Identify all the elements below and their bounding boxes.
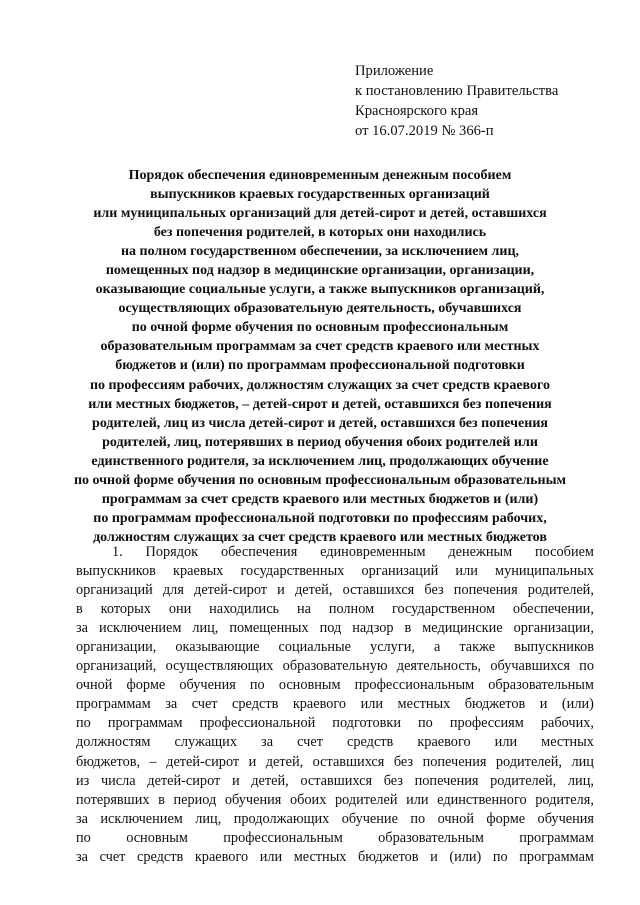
body-word: по — [492, 848, 508, 865]
body-word: подготовки — [332, 715, 401, 732]
appendix-line: Приложение — [355, 63, 434, 79]
body-word: родителей, — [527, 582, 594, 599]
body-word: попечения — [414, 772, 479, 789]
body-line — [76, 562, 594, 581]
body-word: программам — [107, 715, 183, 732]
body-word: период — [173, 791, 217, 808]
title-line: родителей, лиц из числа детей-сирот и детей, оставшихся без попечения — [92, 415, 548, 431]
body-line — [76, 848, 594, 867]
body-word: государственном — [392, 601, 496, 618]
body-line — [76, 638, 594, 657]
body-word: попечения — [422, 753, 487, 770]
body-word: без — [393, 753, 414, 770]
body-word: обучение — [341, 810, 398, 827]
title-line: без попечения родителей, в которых они находились — [153, 225, 487, 241]
body-word: по — [579, 658, 594, 675]
body-word: бюджетов — [464, 696, 526, 713]
title-line: или муниципальных организаций для детей-сирот и детей, оставшихся — [93, 206, 547, 222]
title-line: оказывающие социальные услуги, а также выпускников организаций, — [95, 282, 545, 298]
body-line — [76, 791, 594, 810]
title-line: должностям служащих за счет средств краевого или местных бюджетов — [93, 529, 547, 545]
body-word: также — [459, 639, 496, 656]
body-word: профессиональным — [354, 677, 475, 694]
body-word: или — [406, 791, 429, 808]
body-word: по — [249, 677, 265, 694]
title-line: по очной форме обучения по основным профессиональным — [131, 320, 509, 336]
title-line: помещенных под надзор в медицинские организации, организации, — [105, 263, 535, 279]
body-word: по — [418, 715, 433, 732]
body-line — [76, 543, 594, 562]
body-word: за — [165, 696, 178, 713]
body-line — [76, 714, 594, 733]
body-word: исключением — [100, 810, 183, 827]
body-word: потерявших — [76, 791, 150, 808]
appendix-line: к постановлению Правительства — [355, 83, 559, 99]
body-word: средств — [232, 696, 279, 713]
body-word: без — [383, 772, 403, 789]
body-word: выпускников — [76, 563, 156, 580]
body-word: профессиональной — [199, 715, 316, 732]
body-word: социальные — [278, 639, 352, 656]
title-line: по программам профессиональной подготовки по профессиям рабочих, — [93, 510, 547, 526]
title-line: на полном государственном обеспечении, за исключением лиц, — [120, 244, 520, 260]
appendix-block — [355, 61, 558, 141]
body-word: за — [76, 620, 88, 637]
body-word: краевого — [194, 848, 249, 865]
body-word: Порядок — [145, 544, 199, 560]
title-line: единственного родителя, за исключением лиц, продолжающих обучение — [91, 453, 549, 469]
body-word: и — [539, 696, 548, 713]
body-word: денежным — [448, 544, 513, 560]
body-word: или — [494, 734, 518, 751]
body-word: которых — [100, 601, 151, 618]
body-word: очной — [437, 810, 474, 827]
body-word: (или) — [449, 848, 482, 865]
body-word: организаций, — [76, 658, 157, 675]
title-line: Порядок обеспечения единовременным денежным пособием — [128, 168, 512, 183]
body-word: и — [277, 582, 285, 599]
body-word: без — [424, 582, 444, 599]
body-word: средств — [137, 848, 184, 865]
body-line — [76, 733, 594, 752]
body-word: пособием — [535, 544, 594, 560]
body-word: основным — [278, 677, 341, 694]
body-word: бюджетов, — [76, 753, 141, 770]
document-title — [40, 166, 600, 547]
body-word: программам — [519, 848, 594, 865]
body-word: краевых — [173, 563, 224, 580]
body-word: детей-сирот — [166, 753, 240, 770]
body-word: краевого — [292, 696, 347, 713]
body-word: должностям — [76, 734, 151, 751]
body-word: из — [76, 772, 90, 789]
body-word: очной — [76, 677, 113, 694]
body-word: родителей, — [490, 772, 557, 789]
body-word: в — [158, 791, 165, 808]
body-word: продолжающих — [233, 810, 330, 827]
body-word: за — [76, 848, 88, 865]
body-word: родителей — [334, 791, 398, 808]
body-word: обучения — [179, 677, 236, 694]
body-word: местных — [541, 734, 594, 751]
body-word: оказывающие — [175, 639, 260, 656]
body-word: детей, — [294, 582, 333, 599]
body-word: деятельность, — [396, 658, 482, 675]
body-word: форме — [486, 810, 526, 827]
body-word: попечения — [453, 582, 518, 599]
title-line: бюджетов и (или) по программам профессиональной подготовки — [115, 358, 525, 374]
body-word: медицинские — [422, 620, 503, 637]
body-word: детей, — [265, 753, 304, 770]
body-line — [76, 753, 594, 772]
body-word: или — [455, 563, 478, 580]
document-body — [76, 543, 594, 867]
title-line: по профессиям рабочих, должностям служащих за счет средств краевого — [89, 377, 551, 393]
body-word: для — [162, 582, 184, 599]
title-line: образовательным программам за счет средств краевого или местных — [100, 339, 540, 355]
body-word: единовременным — [320, 544, 426, 560]
body-word: услуги, — [370, 639, 415, 656]
body-word: форме — [126, 677, 166, 694]
body-word: детей, — [251, 772, 289, 789]
body-word: программам — [519, 829, 594, 846]
body-word: счет — [99, 848, 126, 865]
body-word: и — [248, 753, 257, 770]
body-word: родителя, — [535, 791, 594, 808]
appendix-line: от 16.07.2019 № 366-п — [355, 123, 494, 139]
body-word: служащих — [174, 734, 237, 751]
body-word: они — [168, 601, 192, 618]
body-word: местных — [397, 696, 451, 713]
body-word: под — [319, 620, 342, 637]
body-word: организаций — [361, 563, 439, 580]
body-line — [76, 810, 594, 829]
body-word: обучения — [537, 810, 594, 827]
body-word: основным — [126, 829, 188, 846]
title-line: по очной форме обучения по основным профессиональным образовательным — [73, 472, 567, 488]
title-line: программам за счет средств краевого или местных бюджетов и (или) — [101, 491, 539, 507]
body-word: по — [76, 829, 91, 846]
body-word: обучения — [224, 791, 282, 808]
body-line — [76, 581, 594, 600]
body-word: программам — [76, 696, 151, 713]
title-line: осуществляющих образовательную деятельность, обучавшихся — [118, 301, 522, 317]
body-word: и — [430, 848, 438, 865]
body-word: числа — [100, 772, 136, 789]
body-word: (или) — [561, 696, 594, 713]
body-word: полном — [328, 601, 375, 618]
body-word: детей-сирот — [147, 772, 221, 789]
body-word: или — [360, 696, 384, 713]
body-word: находились — [209, 601, 280, 618]
body-word: лиц, — [195, 810, 222, 827]
body-line — [76, 829, 594, 848]
body-word: образовательным — [488, 677, 594, 694]
title-line: выпускников краевых государственных организаций — [150, 187, 490, 203]
body-word: организации, — [513, 620, 594, 637]
body-word: лиц — [571, 753, 594, 770]
body-line — [76, 676, 594, 695]
body-word: обеспечения — [220, 544, 298, 560]
body-word: осуществляющих — [165, 658, 274, 675]
body-word: местных — [293, 848, 347, 865]
body-word: средств — [347, 734, 394, 751]
appendix-line: Красноярского края — [355, 103, 479, 119]
body-word: – — [149, 753, 157, 770]
body-word: образовательную — [282, 658, 388, 675]
body-word: организации, — [76, 639, 157, 656]
body-word: оставшихся — [300, 772, 373, 789]
body-word: выпускников — [514, 639, 594, 656]
body-word: счет — [297, 734, 323, 751]
body-word: в — [404, 620, 412, 637]
body-word: по — [410, 810, 426, 827]
body-word: оставшихся — [342, 582, 415, 599]
body-word: детей-сирот — [194, 582, 268, 599]
body-word: обучавшихся — [490, 658, 570, 675]
title-line: родителей, лиц, потерявших в период обучения обоих родителей или — [102, 434, 538, 450]
body-word: лиц, — [567, 772, 594, 789]
body-word: бюджетов — [358, 848, 419, 865]
body-word: рабочих, — [540, 715, 594, 732]
body-word: оставшихся — [312, 753, 385, 770]
body-word: или — [259, 848, 283, 865]
body-word: надзор — [352, 620, 394, 637]
body-word: по — [76, 715, 91, 732]
body-word: 1. — [112, 544, 123, 560]
body-line — [76, 695, 594, 714]
body-word: обоих — [289, 791, 327, 808]
body-word: краевого — [417, 734, 471, 751]
body-word: лиц, — [192, 620, 219, 637]
body-word: муниципальных — [495, 563, 594, 580]
body-word: а — [433, 639, 441, 656]
body-word: в — [76, 601, 83, 618]
body-word: профессиональным — [223, 829, 343, 846]
body-word: родителей, — [495, 753, 562, 770]
body-word: организаций — [76, 582, 153, 599]
body-line — [76, 600, 594, 619]
body-word: счет — [191, 696, 218, 713]
body-word: профессиям — [449, 715, 524, 732]
title-line: или местных бюджетов, – детей-сирот и детей, оставшихся без попечения — [88, 396, 552, 412]
body-word: и — [231, 772, 240, 789]
body-word: на — [296, 601, 311, 618]
body-line — [76, 657, 594, 676]
body-word: обеспечении, — [512, 601, 594, 618]
body-word: помещенных — [229, 620, 309, 637]
body-word: за — [76, 810, 88, 827]
body-word: за — [261, 734, 274, 751]
body-line — [76, 619, 594, 638]
body-line — [76, 772, 594, 791]
body-word: государственных — [240, 563, 345, 580]
body-word: единственного — [437, 791, 527, 808]
body-word: образовательным — [378, 829, 484, 846]
body-word: исключением — [98, 620, 182, 637]
